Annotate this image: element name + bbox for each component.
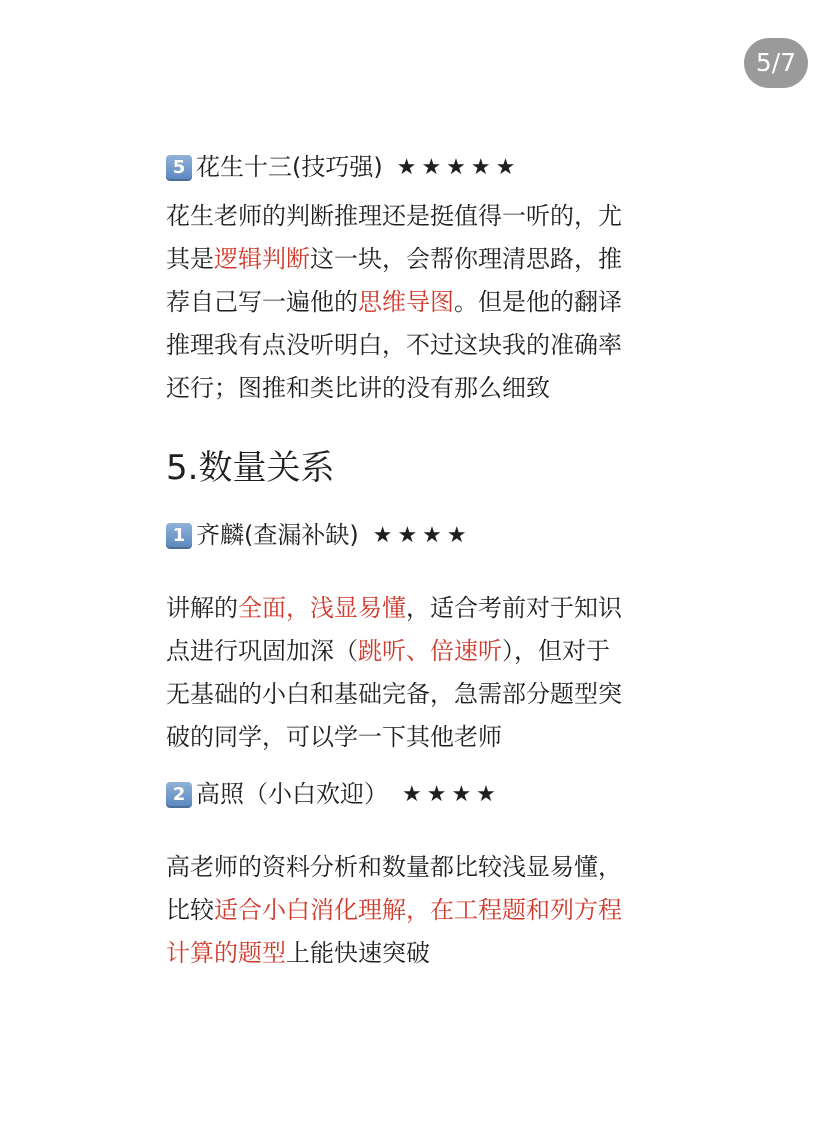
highlight-text: 适合小白消化理解，在工程题和列方程 (214, 896, 622, 924)
text: ，适合考前对于知识 (406, 594, 622, 622)
teacher-title: 花生十三(技巧强) (196, 153, 383, 181)
body-line (166, 932, 666, 975)
article-content (166, 146, 666, 975)
body-line (166, 630, 666, 673)
rating-stars: ★★★★★ (396, 155, 521, 180)
keycap-5-icon: 5 (166, 155, 192, 181)
teacher-heading-huasheng (166, 146, 666, 189)
teacher-heading-qilin (166, 514, 666, 557)
highlight-text: 逻辑判断 (214, 245, 310, 273)
page-indicator: 5/7 (744, 38, 808, 88)
highlight-text: 跳听、倍速听 (358, 637, 502, 665)
body-line: 无基础的小白和基础完备，急需部分题型突 (166, 680, 622, 708)
highlight-text: 计算的题型 (166, 939, 286, 967)
text: 讲解的 (166, 594, 238, 622)
text: 点进行巩固加深（ (166, 637, 358, 665)
text: 其是 (166, 245, 214, 273)
teacher-heading-gaozhao (166, 773, 666, 816)
body-line: 高老师的资料分析和数量都比较浅显易懂， (166, 853, 622, 881)
text: ），但对于 (502, 637, 610, 665)
text: 荐自己写一遍他的 (166, 288, 358, 316)
keycap-1-icon: 1 (166, 523, 192, 549)
text: 比较 (166, 896, 214, 924)
keycap-2-icon: 2 (166, 782, 192, 808)
body-line (166, 281, 666, 324)
body-line: 花生老师的判断推理还是挺值得一听的，尤 (166, 202, 622, 230)
body-line (166, 587, 666, 630)
rating-stars: ★★★★ (372, 523, 472, 548)
section-title: 5.数量关系 (166, 448, 335, 488)
teacher-title: 齐麟(查漏补缺) (196, 521, 359, 549)
body-line: 还行；图推和类比讲的没有那么细致 (166, 374, 550, 402)
highlight-text: 思维导图 (358, 288, 454, 316)
body-line (166, 889, 666, 932)
highlight-text: 全面，浅显易懂 (238, 594, 406, 622)
text: 。但是他的翻译 (454, 288, 622, 316)
body-line (166, 238, 666, 281)
text: 上能快速突破 (286, 939, 430, 967)
body-line: 破的同学，可以学一下其他老师 (166, 723, 502, 751)
rating-stars: ★★★★ (402, 782, 501, 807)
body-line: 推理我有点没听明白，不过这块我的准确率 (166, 331, 622, 359)
text: 这一块，会帮你理清思路，推 (310, 245, 622, 273)
teacher-title: 高照（小白欢迎） (196, 780, 388, 808)
